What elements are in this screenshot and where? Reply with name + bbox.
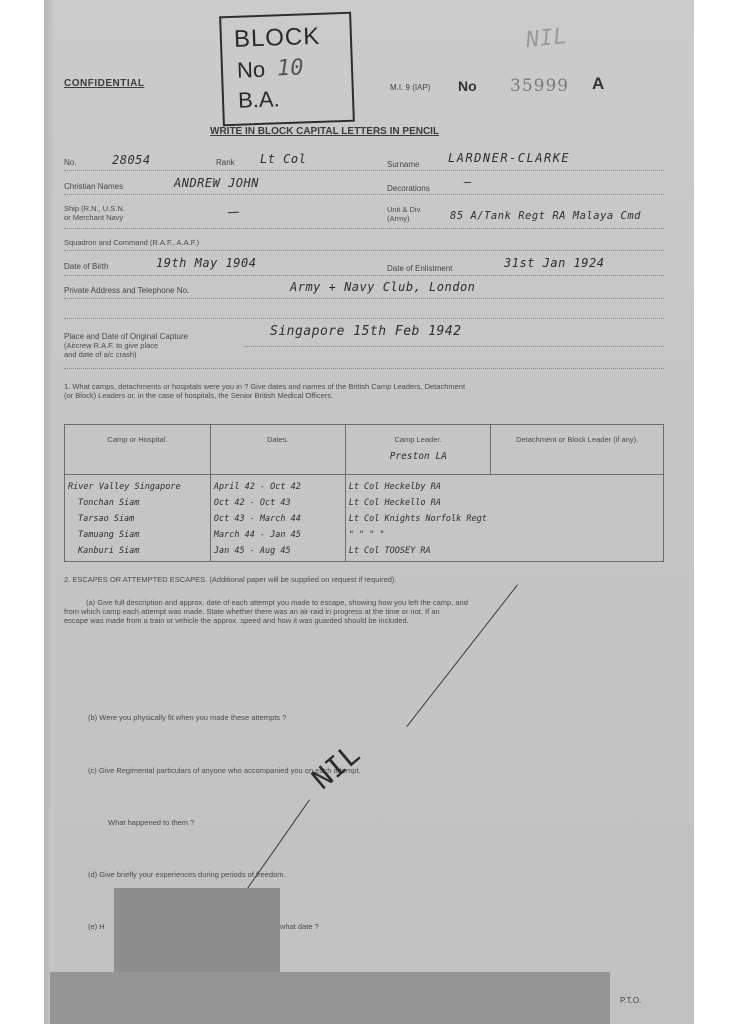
- camps-table: [64, 424, 664, 562]
- rank-value: Lt Col: [260, 152, 307, 166]
- unit-label: [387, 205, 422, 223]
- dob-label: Date of Birth: [64, 262, 109, 271]
- q1-line-2: (or Block) Leaders or, in the case of hospitals, the Senior British Medical Officers.: [64, 391, 334, 400]
- q1-line-1: 1. What camps, detachments or hospitals were you in ? Give dates and names of the British Camp Leaders, Detachment: [64, 382, 466, 391]
- decorations-value: —: [464, 175, 472, 189]
- pto-label: P.T.O.: [620, 996, 642, 1005]
- dates-cell: Oct 42 - Oct 43: [213, 498, 291, 508]
- address-label: Private Address and Telephone No.: [64, 286, 190, 295]
- q2d-question: (d) Give briefly your experiences during periods of freedom.: [88, 870, 286, 879]
- col-header-detachment: Detachment or Block Leader (if any).: [491, 425, 664, 475]
- dates-column: [210, 475, 345, 562]
- nil-annotation-top: NIL: [524, 23, 569, 54]
- ship-label: [64, 204, 125, 222]
- q2a-line-3: escape was made from a train or vehicle the approx. speed and how it was guarded should be included.: [64, 616, 409, 625]
- strike-line-lower: [239, 799, 310, 900]
- enlistment-value: 31st Jan 1924: [504, 256, 605, 270]
- stamp-ba-text: B.A.: [237, 86, 281, 113]
- q2b-question: (b) Were you physically fit when you made these attempts ?: [88, 713, 287, 722]
- stamp-no-value: 10: [276, 55, 304, 82]
- dates-cell: Jan 45 - Aug 45: [213, 546, 291, 556]
- surname-value: LARDNER-CLARKE: [448, 151, 571, 165]
- stamp-block-text: BLOCK: [233, 22, 321, 53]
- camp-cell: River Valley Singapore: [68, 482, 181, 492]
- christian-names-value: ANDREW JOHN: [174, 176, 259, 190]
- q2e-suffix: what date ?: [280, 922, 319, 931]
- dates-cell: March 44 - Jan 45: [213, 530, 301, 540]
- ship-label-line-1: Ship (R.N., U.S.N.: [64, 204, 125, 213]
- col-header-dates: Dates.: [210, 425, 345, 475]
- instruction-banner: WRITE IN BLOCK CAPITAL LETTERS IN PENCIL: [210, 126, 440, 137]
- ship-label-line-2: or Merchant Navy: [64, 213, 124, 222]
- camp-column: [65, 475, 211, 562]
- confidential-label: CONFIDENTIAL: [64, 78, 145, 89]
- capture-label: [64, 332, 188, 359]
- col-header-leader: [345, 425, 491, 475]
- address-value: Army + Navy Club, London: [290, 280, 476, 294]
- q2-title: 2. ESCAPES OR ATTEMPTED ESCAPES. (Additional paper will be supplied on request if required).: [64, 575, 397, 584]
- unit-value: 85 A/Tank Regt RA Malaya Cmd: [450, 210, 642, 222]
- dob-value: 19th May 1904: [156, 256, 257, 270]
- surname-label: Surname: [387, 160, 420, 169]
- q1-question: [64, 382, 465, 400]
- camp-cell: Tarsao Siam: [78, 514, 135, 524]
- camp-cell: Kanburi Siam: [78, 546, 140, 556]
- no-label: No.: [64, 158, 77, 167]
- camp-cell: Tonchan Siam: [78, 498, 140, 508]
- stamp-no-label: No: [236, 56, 266, 83]
- q2c-sub-question: What happened to them ?: [108, 818, 195, 827]
- christian-names-label: Christian Names: [64, 182, 124, 191]
- capture-label-line-1: Place and Date of Original Capture: [64, 332, 189, 341]
- paper-patch: [114, 888, 280, 982]
- leader-cell: Lt Col TOOSEY RA: [348, 546, 431, 556]
- form-reference: M.I. 9 (IAP): [390, 83, 431, 92]
- leader-above-note: Preston LA: [389, 451, 447, 462]
- serial-suffix: A: [592, 74, 605, 93]
- q2c-question: (c) Give Regimental particulars of anyone who accompanied you on each attempt.: [88, 766, 361, 775]
- page-edge-shadow: [44, 0, 54, 1024]
- unit-label-line-2: (Army): [387, 214, 410, 223]
- enlistment-label: Date of Enlistment: [387, 264, 453, 273]
- leader-cell: Lt Col Knights Norfolk Regt: [348, 514, 487, 524]
- ship-value: /: [225, 206, 242, 220]
- col-header-leader-text: Camp Leader.: [394, 435, 442, 444]
- squadron-label: Squadron and Command (R.A.F., A.A.F.): [64, 238, 200, 247]
- unit-label-line-1: Unit & Div.: [387, 205, 422, 214]
- nil-annotation-mid: NIL: [305, 737, 367, 796]
- capture-value: Singapore 15th Feb 1942: [270, 324, 462, 339]
- leader-cell: Lt Col Heckelby RA: [348, 482, 441, 492]
- capture-label-line-2: (Aircrew R.A.F. to give place: [64, 341, 159, 350]
- form-page: [44, 0, 694, 1024]
- mounting-strip: [50, 972, 610, 1024]
- serial-number: 35999: [510, 76, 570, 96]
- camp-cell: Tamuang Siam: [78, 530, 140, 540]
- dates-cell: April 42 - Oct 42: [213, 482, 301, 492]
- q2e-prefix: (e) H: [88, 922, 105, 931]
- rank-label: Rank: [216, 158, 235, 167]
- q2a-line-1: (a) Give full description and approx. date of each attempt you made to escape, showing how you left the camp, and: [86, 598, 468, 607]
- leader-cell: Lt Col Heckello RA: [348, 498, 441, 508]
- col-header-camp: Camp or Hospital.: [65, 425, 211, 475]
- q2a-line-2: from which camp each attempt was made. State whether there was an air-raid in progress at the time or not. If an: [64, 607, 440, 616]
- serial-no-label: No: [458, 78, 477, 94]
- q2a-question: [64, 598, 468, 625]
- block-stamp: [219, 12, 355, 127]
- leader-cell: " " " ": [348, 530, 385, 540]
- dates-cell: Oct 43 - March 44: [213, 514, 301, 524]
- decorations-label: Decorations: [387, 184, 430, 193]
- capture-label-line-3: and date of a/c crash): [64, 350, 137, 359]
- no-value: 28054: [112, 153, 151, 167]
- leader-column: [345, 475, 663, 562]
